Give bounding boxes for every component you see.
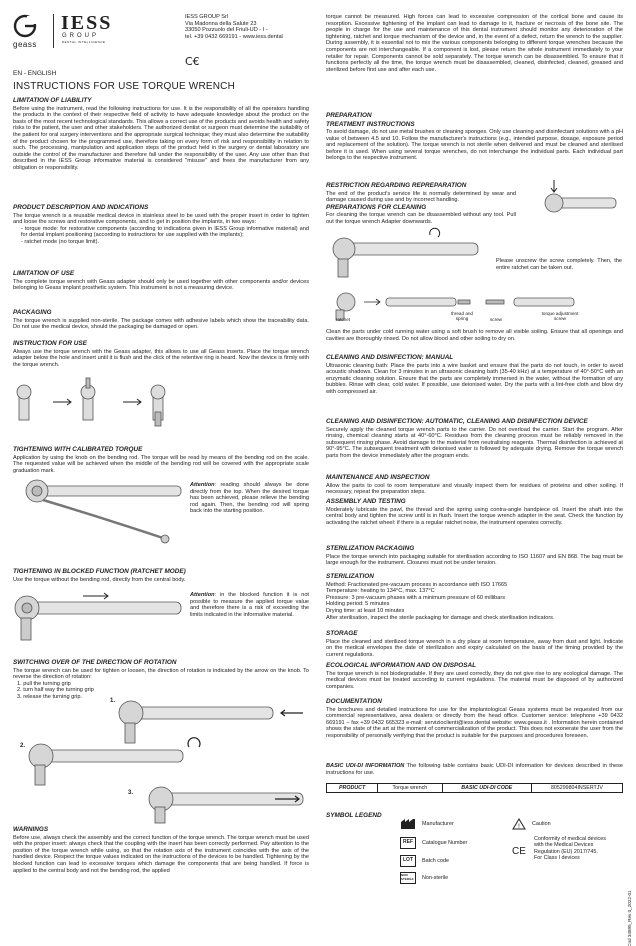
lot-icon: LOT	[400, 855, 416, 867]
section-text: The torque wrench is a reusable medical device in stainless steel to be used with the proper insert in order to tighten and loose the screws and restorative components, and to get in position the implants, in two ways:	[13, 212, 309, 226]
attention-label: Attention	[190, 482, 215, 488]
warnings-section	[13, 826, 309, 874]
attention-text: : reading should always be done directly from the top. When the desired torque has been achieved, please relieve the bending rod again. Then, the bending rod will spring back into the starting position.	[190, 482, 309, 515]
section-text: The end of the product's service life is normally determined by wear and damage caused during use and by incorrect handling.	[326, 190, 516, 204]
part-label-thread: thread and spring	[451, 311, 473, 322]
geass-logo-icon	[13, 14, 37, 38]
automatic-cleaning-section	[326, 418, 623, 460]
section-heading: PRODUCT DESCRIPTION AND INDICATIONS	[13, 204, 149, 211]
section-heading: STORAGE	[326, 630, 358, 637]
switching-illustration	[13, 695, 309, 825]
symbol-nonsterile	[400, 872, 448, 884]
manual-cleaning-section	[326, 354, 623, 396]
section-heading: INSTRUCTION FOR USE	[13, 340, 87, 347]
section-heading: CLEANING AND DISINFECTION: AUTOMATIC, CLEANING AND DISINFECTION DEVICE	[326, 418, 588, 425]
svg-text:!: !	[518, 824, 520, 830]
caution-icon	[512, 818, 526, 830]
section-heading: DOCUMENTATION	[326, 698, 382, 705]
list-item: - torque mode: for restorative components (according to indications given in IESS Group informative material) and for dental implant positioning (according to instructions for use supplied with the implants);	[21, 225, 309, 239]
address-line-2: 33050 Pozzuolo del Friuli-UD - I -	[185, 27, 268, 34]
steril-line: Method: Fractionated pre-vacuum process in accordance with ISO 17665	[326, 581, 508, 588]
udi-text: The following table contains basic UDI-DI information for devices described in these instructions for use.	[326, 763, 623, 776]
udi-heading: BASIC UDI-DI INFORMATION	[326, 763, 405, 769]
restriction-section	[326, 182, 516, 225]
steril-line: Pressure: 3 pre-vacuum phases with a minimum pressure of 60 millibars	[326, 594, 506, 601]
step-item: 3. release the turning grip.	[17, 693, 82, 700]
company-address	[185, 14, 283, 41]
brand-group: GROUP	[62, 33, 100, 39]
blocked-wrench-illustration	[13, 588, 183, 644]
ce-mark-icon: C€	[185, 55, 200, 68]
section-text: Always use the torque wrench with the Geass adapter, this allows to use all Geass inserts. Place the torque wrench adapter below the hole and insert until it is flush and the click of the retentive ring is heard. Now the device is firmly with the torque wrench.	[13, 348, 309, 368]
section-heading: CLEANING AND DISINFECTION: MANUAL	[326, 354, 454, 361]
maintenance-section	[326, 474, 623, 496]
calibrated-wrench-illustration	[13, 478, 183, 548]
adapter-illustration	[13, 372, 309, 432]
symbol-legend-heading	[326, 812, 382, 821]
steril-line: After sterilisation, inspect the sterile packaging for damage and check sterilisation indicators.	[326, 614, 555, 621]
step-label-3: 3.	[128, 790, 134, 796]
sterilization-section	[326, 573, 623, 621]
logo-divider	[53, 14, 54, 48]
document-code: Cod 34895_Rev 0_2022-01	[626, 890, 632, 946]
section-text: Place the torque wrench into packaging suitable for sterilisation according to ISO 11607 and EN 868. The bag must be large enough for the instrument. Closures must not be under tension.	[326, 553, 623, 567]
storage-section	[326, 630, 623, 658]
udi-table	[326, 783, 623, 793]
liability-section	[13, 97, 309, 171]
contact-line: tel. +39 0432 669191 - www.iess.dental	[185, 34, 283, 41]
steril-line: Holding period: 5 minutes	[326, 601, 390, 608]
part-label-ratchet: ratchet	[336, 317, 351, 322]
ecology-section	[326, 662, 623, 690]
clean-parts-text	[326, 329, 623, 342]
section-heading: TIGHTENING IN BLOCKED FUNCTION (RATCHET MODE)	[13, 568, 186, 575]
section-text: Before using the instrument, read the following instructions for use. It is the responsibility of all the operators handling the products in the context of their respective field of activity to have adequate knowledge about the product on the basis of the most recent technological standards. This allows a correct use of the products and avoids health and safety risks to the patient, the user and other stakeholders. The authorized dentist or surgeon must determine the suitability of the patient for oral surgery interventions and the appropriate surgical technique; they must also determine the suitability of the product chosen for the programmed use, therefore taking on every form of risk and responsibility in relation to such. The processing, manipulation and application steps of the product held in the surgery or dental laboratory are outside the control of the manufacturer and therefore fall under the responsibility of the user. Any use other than that described in the IESS Group informative material is considered "misuse" and frees the manufacturer from any obligation or responsibility.	[13, 105, 309, 171]
page-title: INSTRUCTIONS FOR USE TORQUE WRENCH	[13, 81, 235, 92]
symbol-conformity	[512, 836, 606, 862]
table-row	[327, 784, 623, 793]
section-heading: TIGHTENING WITH CALIBRATED TORQUE	[13, 446, 143, 453]
documentation-section	[326, 698, 623, 740]
list-item: - ratchet mode (no torque limit).	[21, 238, 100, 245]
section-text: Application by using the knob on the bending rod. The torque will be read by means of the bending rod on the scale. The requested value will be achieved when the middle of the bending rod will be covered with the appropriate scale graduation mark.	[13, 454, 309, 474]
ref-icon: REF	[400, 837, 416, 849]
language-label: EN - ENGLISH	[13, 70, 57, 77]
ce-icon: CE	[512, 846, 526, 857]
section-heading: MAINTENANCE AND INSPECTION	[326, 474, 430, 481]
section-text: The brochures and detailed instructions for use for the implantological Geass systems must be requested from our commercial representatives, area dealers or directly from the head office. Customer service: telephone +39 0432 669191 – fax +39 0432 665323 e-mail: servizioclienti@iess.dental website: www.geass.it . Information herein contained shows the state of the art at the moment of commercialization of the product. This does not exonerate the user from the responsibility of personally verifying that the product is suitable for the purposes and procedures foreseen.	[326, 706, 623, 739]
section-heading: SYMBOL LEGEND	[326, 812, 382, 819]
attention-label: Attention	[190, 592, 215, 598]
table-cell: 805299804INSERTJV	[531, 784, 622, 793]
symbol-label: Manufacturer	[422, 820, 454, 827]
section-text: For cleaning the torque wrench can be disassembled without any tool. Pull out the torque wrench Adapter downwards.	[326, 212, 516, 225]
brand-sub: DENTAL INTELLIGENCE	[62, 40, 106, 44]
unscrew-illustration	[326, 225, 486, 285]
symbol-caution	[512, 818, 551, 830]
step-label-2: 2.	[20, 743, 26, 749]
section-heading: PACKAGING	[13, 309, 52, 316]
steril-line: Drying time: at least 10 minutes	[326, 607, 405, 614]
table-cell: Torque wrench	[378, 784, 442, 793]
section-text: Securely apply the cleaned torque wrench parts to the carrier. Do not overload the carrier. Start the program. After rinsing, chemical cleaning starts at 40°-60°C. Residues from the cleaning process must be reliably removed in the subsequent rinsing phase. Avoid damage to the material from neutralising reagents. Thermal disinfection is achieved at 90°-95°C. The subsequent treatment with deionised water is followed by adequate drying. Remove the torque wrench parts from the device immediately after the program ends.	[326, 426, 623, 459]
header	[13, 12, 309, 68]
table-cell: BASIC UDI-DI CODE	[442, 784, 531, 793]
address-line-1: Via Madonna della Salute 23	[185, 20, 257, 27]
section-text: Clean the parts under cold running water using a soft brush to remove all visible soiling. Ensure that all openings and cavities are thoroughly rinsed. Do not allow blood and other soiling to dry on.	[326, 329, 623, 342]
step-label-1: 1.	[110, 698, 116, 704]
symbol-label: Catalogue Number	[422, 839, 468, 846]
blocked-section	[13, 568, 309, 583]
limitation-section	[13, 270, 309, 292]
section-heading: STERILIZATION PACKAGING	[326, 545, 415, 552]
symbol-label: Conformity of medical devices with the Medical Devices Regulation (EU) 2017/745. For Class I devices	[534, 836, 606, 862]
section-text: To avoid damage, do not use metal brushes or cleaning sponges. Only use cleaning and disinfectant solutions with a pH value of between 4.5 and 10. Follow the manufacturer's instructions (e.g., intended purpose, dosage, exposure period and replacement of the solution). The torque wrench is not sterile when delivered and must be cleaned and sterilised before it is used. When using several torque wrenches, do not interchange the individual parts. Each individual part belongs to the respective instrument.	[326, 129, 623, 162]
section-heading: SWITCHING OVER OF THE DIRECTION OF ROTATION	[13, 659, 177, 666]
symbol-manufacturer	[400, 818, 454, 830]
section-heading: LIMITATION OF LIABILITY	[13, 97, 92, 104]
preparation-section	[326, 112, 623, 162]
section-heading: PREPARATION	[326, 112, 372, 119]
section-text: Allow the parts to cool to room temperature and visually inspect them for residues of proteins and other soiling. If necessary, repeat the preparation steps.	[326, 482, 623, 496]
step-item: 2. turn half way the turning grip	[17, 687, 94, 694]
section-text: Use the torque without the bending rod, directly from the central body.	[13, 576, 186, 583]
part-label-screw: screw	[490, 317, 502, 322]
instruction-section	[13, 340, 309, 368]
table-cell: PRODUCT	[327, 784, 378, 793]
section-text: Moderately lubricate the pawl, the thread and the spring using contra-angle handpiece oil. Insert the shaft into the central body and tighten the screw until is in flush. Insert the torque wrench adapter in the seat. Check the function by activating the ratchet wheel: if there is a regular ratchet noise, the instrument operates correctly.	[326, 506, 623, 526]
section-heading: ECOLOGICAL INFORMATION AND ON DISPOSAL	[326, 662, 477, 669]
step-item: 1. pull the turning grip	[17, 680, 71, 687]
unscrew-note	[496, 258, 622, 271]
section-heading: PREPARATIONS FOR CLEANING	[326, 203, 427, 211]
part-label-adjustment-screw: torque adjustment screw	[541, 311, 579, 322]
section-heading: LIMITATION OF USE	[13, 270, 75, 277]
brand-geass: geass	[13, 40, 37, 49]
symbol-catalogue	[400, 837, 467, 849]
warnings-continued	[326, 14, 623, 73]
section-text: Before use, always check the assembly and the correct function of the torque wrench. The torque wrench must be used with the proper insert: always check that the coupling with the insert has been correctly performed. Pay attention to the position of the torque wrench while using, so that the rotation axis of the instrument coincides with the axis of the handled device. Respect the torque values indicated on the instructions of the devices to be handled. Tightening by the blocked function can lead to excessive torques which damage the components that are being handled. If force is applied to the central body and not the bending rod, the applied	[13, 834, 309, 874]
company-name: IESS GROUP Srl	[185, 14, 229, 20]
symbol-label: Non-sterile	[422, 874, 449, 881]
symbol-batch	[400, 855, 449, 867]
section-text: The complete torque wrench with Geass adapter should only be used together with other components and/or devices belonging to Geass implant prosthetic system. This instrument is not a measuring device.	[13, 278, 309, 292]
calibrated-section	[13, 446, 309, 474]
description-section	[13, 204, 309, 246]
section-text: The torque wrench is not biodegradable. If they are used correctly, they do not give rise to any ecological damage. The medical devices must be treated according to current regulations. The material must be disposed of by authorized companies.	[326, 670, 623, 690]
blocked-note	[190, 592, 309, 618]
section-heading: ASSEMBLY AND TESTING	[326, 498, 406, 505]
calibrated-note	[190, 482, 309, 515]
assembly-section	[326, 498, 623, 526]
symbol-label: Caution	[532, 820, 551, 827]
section-text: The torque wrench is supplied non-sterile. The package comes with adhesive labels which show the traceability data. Do not use the medical device, should the packaging be damaged or open.	[13, 317, 309, 331]
section-heading: RESTRICTION REGARDING REPREPARATION	[326, 182, 467, 189]
packaging-section	[13, 309, 309, 331]
adapter-removal-illustration	[528, 178, 618, 218]
section-text: The torque wrench can be used for tighten or loosen, the direction of rotation is indicated by the arrow on the knob. To reverse the direction of rotation:	[13, 667, 309, 681]
section-text: torque cannot be measured. High forces can lead to excessive compression of the cortical bone and cause its resorption. Excessive tightening of the implant can lead to damage to it, fracture or necrosis of the bone site. The people in charge for the use and maintenance of this dental instrument should monitor any deterioration of the tightening, ratchet and torque mechanism of the device and, in the event of a defect, return the wrench to the supplier. During assembly, it is essential not to mix the various components belonging to different torque wrenches because the components are not interchangeable. If a component is lost, please return the whole instrument immediately to your retailer for repair. Components cannot be sold separately. The torque wrench can be disassembled. To ensure that it functions perfectly all the time, the torque wrench must be disassembled, cleaned, disinfected, cleaned, greased and sterilized before first use and after each use.	[326, 14, 623, 73]
brand-iess: IESS	[61, 12, 113, 34]
section-heading: STERILIZATION	[326, 573, 374, 580]
section-text: Please unscrew the screw completely. Then, the entire ratchet can be taken out.	[496, 258, 622, 271]
attention-text: : in the blocked function it is not possible to measure the applied torque value and therefore there is a risk of exceeding the limits indicated in the informative material.	[190, 592, 309, 618]
section-subheading: TREATMENT INSTRUCTIONS	[326, 120, 415, 128]
non-sterile-icon: NON STERILE	[400, 872, 416, 884]
section-text: Place the cleaned and sterilized torque wrench in a dry place at room temperature, away from dust and light. Indicate on the medical envelopes the date of sterilization and expiry calculated on the basis of the timing provided by the current regulations.	[326, 638, 623, 658]
section-text: Ultrasonic cleaning bath: Place the parts into a wire basket and ensure that the parts do not touch, in order to avoid acoustic shadows. Clean for 3 minutes in an ultrasonic cleaning bath (35-40 kHz) at a temperature of 40°-50°C with an enzymatic cleaning solution. Ensure that the parts are completely immersed in the water, without the formation of any bubbles. Rinse with clear, cold water. If possible, use deionised water. Dry the parts with a lint-free cloth and blow dry with compressed air.	[326, 362, 623, 395]
udi-section	[326, 763, 623, 776]
section-heading: WARNINGS	[13, 826, 49, 833]
symbol-label: Batch code	[422, 857, 449, 864]
steril-line: Temperature: heating to 134°C, max. 137°C	[326, 588, 435, 595]
packaging-sterilization-section	[326, 545, 623, 567]
manufacturer-icon	[400, 818, 416, 830]
